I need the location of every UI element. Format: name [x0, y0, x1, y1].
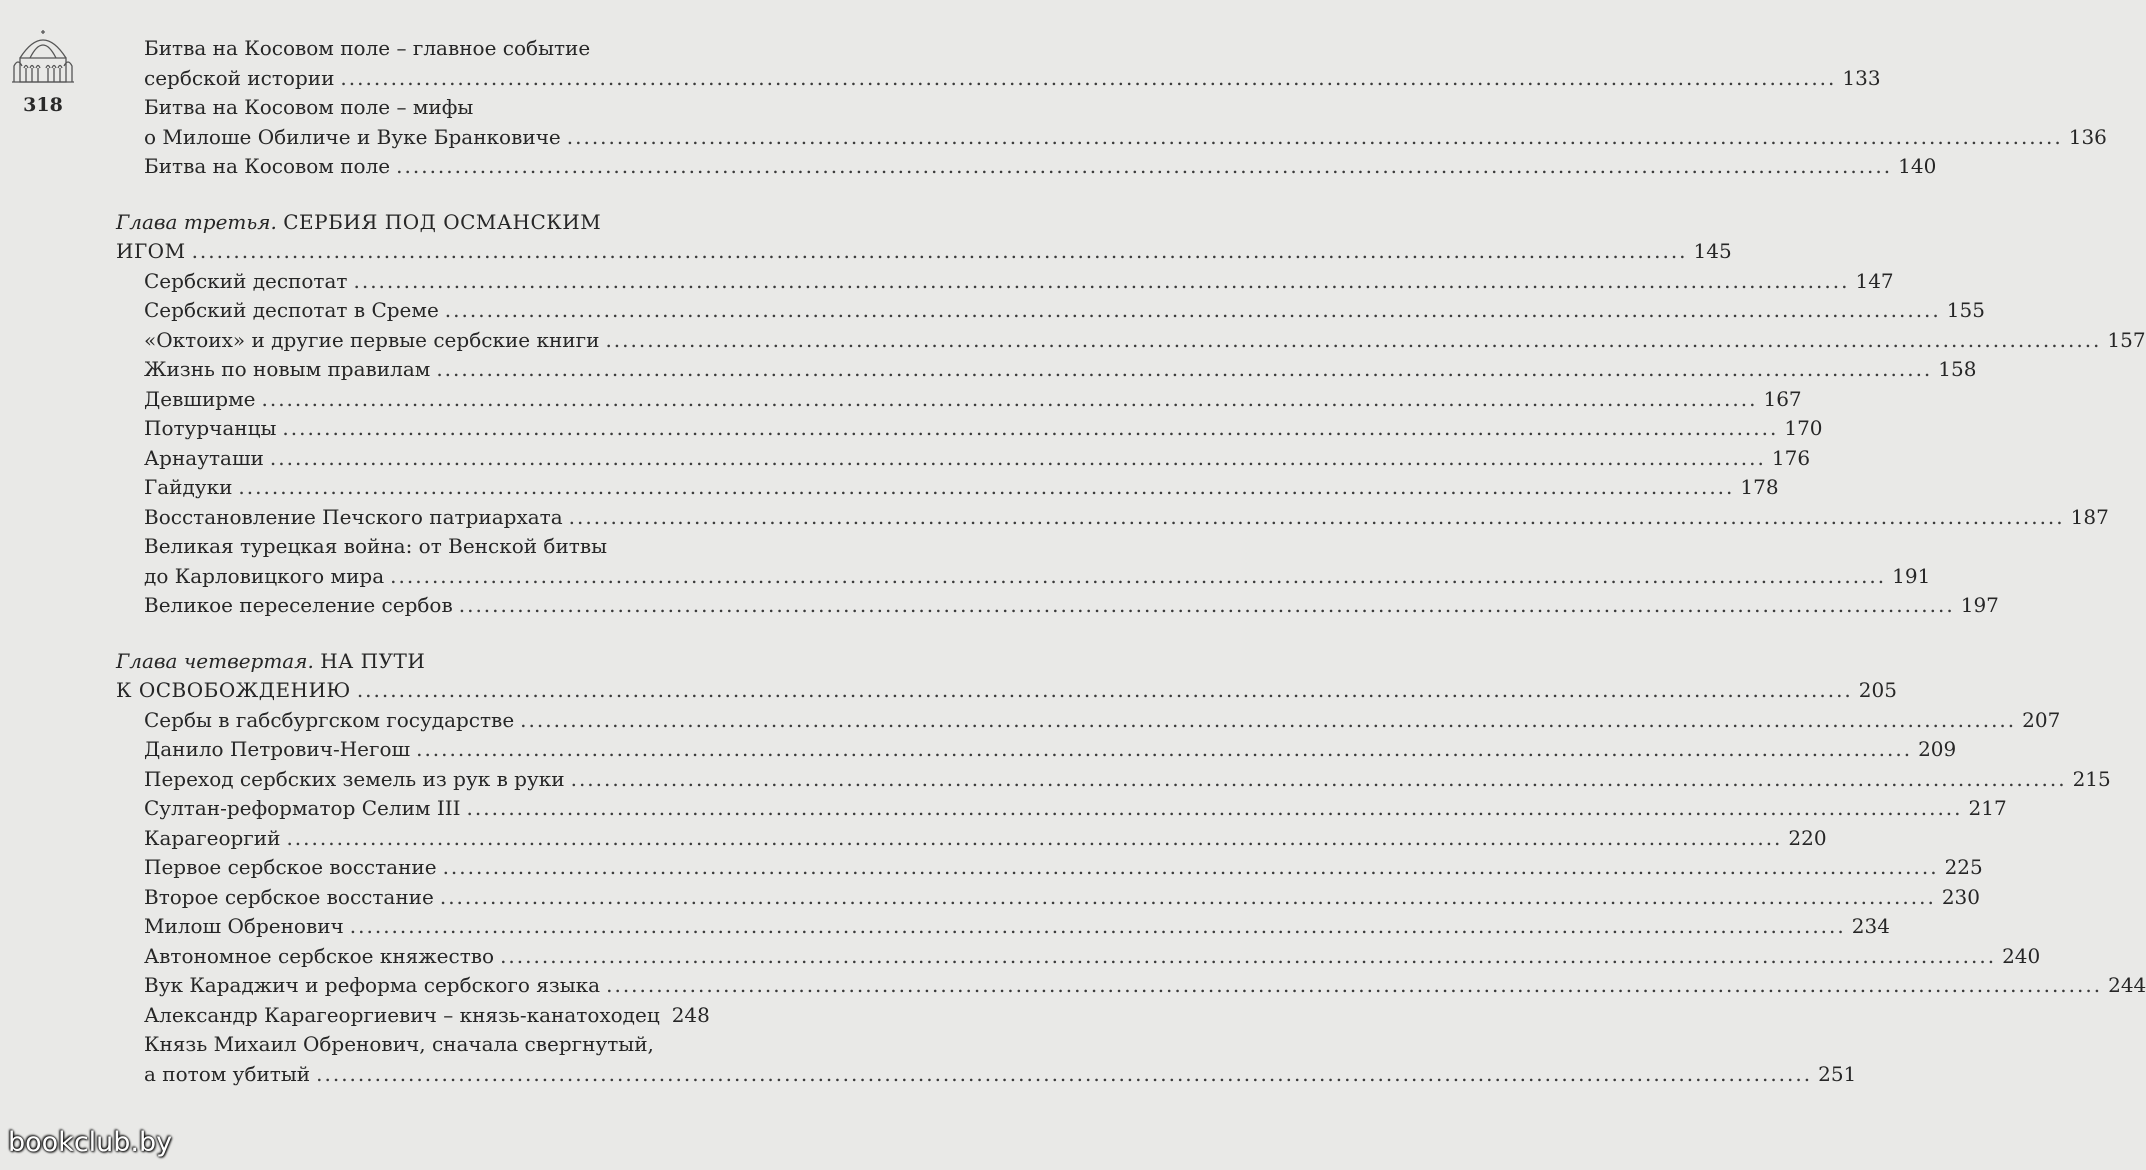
entry-page-number: 157 — [2107, 327, 2146, 352]
entry-title: Автономное сербское княжество — [144, 943, 495, 968]
chapter-title: К ОСВОБОЖДЕНИЮ — [116, 678, 351, 702]
entry-title: Битва на Косовом поле – мифы — [144, 95, 474, 119]
entry-title: Великая турецкая война: от Венской битвы — [144, 534, 608, 558]
entry-page-number: 170 — [1784, 416, 1823, 440]
toc-entry — [116, 267, 1894, 297]
entry-page-number: 215 — [2072, 766, 2111, 791]
cathedral-icon — [12, 28, 74, 84]
entry-page-number: 178 — [1740, 475, 1779, 499]
entry-page-number: 217 — [1968, 796, 2007, 820]
entry-title: Первое сербское восстание — [144, 855, 437, 879]
entry-page-number: 207 — [2022, 707, 2061, 732]
entry-page-number: 197 — [1960, 593, 1999, 617]
entry-title: Сербский деспотат в Среме — [144, 298, 439, 322]
entry-title: Жизнь по новым правилам — [144, 357, 431, 381]
leader-dots — [416, 735, 1912, 765]
toc-entry — [116, 444, 1811, 474]
leader-dots — [500, 942, 1996, 972]
toc-line — [144, 562, 1931, 592]
leader-dots — [569, 503, 2065, 533]
leader-dots — [286, 824, 1782, 854]
toc-line — [144, 1030, 688, 1060]
entry-title: Битва на Косовом поле – главное событие — [144, 36, 591, 60]
toc-entry — [116, 1030, 1857, 1089]
chapter-entry — [116, 647, 1897, 706]
toc-line — [144, 93, 688, 123]
entry-title: Арнауташи — [144, 445, 264, 470]
leader-dots — [571, 765, 2067, 795]
toc-line — [144, 503, 2109, 533]
entry-page-number: 230 — [1941, 884, 1981, 909]
toc-entry — [116, 296, 1985, 326]
leader-dots — [270, 444, 1766, 474]
entry-title: сербской истории — [144, 65, 335, 90]
toc-line — [144, 912, 1890, 942]
entry-page-number: 155 — [1946, 298, 1985, 322]
leader-dots — [238, 473, 1734, 503]
entry-title: Потурчанцы — [144, 416, 277, 440]
toc-entry — [116, 942, 2041, 972]
leader-dots — [440, 883, 1936, 913]
leader-dots — [436, 355, 1932, 385]
chapter-label: Глава третья. — [116, 209, 277, 234]
entry-page-number: 145 — [1693, 239, 1732, 263]
toc-line — [144, 152, 1937, 182]
leader-dots — [605, 326, 2101, 356]
toc-line — [144, 824, 1827, 854]
leader-dots — [396, 152, 1892, 182]
leader-dots — [340, 64, 1836, 94]
toc-entry — [116, 591, 1999, 621]
leader-dots — [445, 296, 1941, 326]
toc-line — [144, 532, 688, 562]
entry-page-number: 234 — [1851, 914, 1890, 938]
entry-page-number: 176 — [1771, 445, 1811, 470]
toc-line — [144, 735, 1957, 765]
toc-line — [144, 853, 1983, 883]
toc-line — [116, 208, 688, 238]
toc-line — [144, 123, 2107, 153]
entry-page-number: 136 — [2068, 124, 2107, 149]
toc-entry — [116, 706, 2061, 736]
toc-entry — [116, 326, 2146, 356]
entry-page-number: 225 — [1944, 855, 1983, 879]
leader-dots — [606, 971, 2102, 1001]
toc-entry — [116, 912, 1890, 942]
toc-entry — [116, 473, 1779, 503]
toc-line — [144, 706, 2061, 736]
entry-page-number: 205 — [1858, 678, 1897, 702]
entry-title: Вук Караджич и реформа сербского языка — [144, 973, 601, 997]
leader-dots — [261, 385, 1757, 415]
toc-entry — [116, 765, 2111, 795]
toc-entry — [116, 883, 1981, 913]
toc-line — [144, 355, 1977, 385]
entry-title: до Карловицкого мира — [144, 563, 385, 588]
leader-dots — [353, 267, 1849, 297]
toc-entry — [116, 532, 1931, 591]
entry-page-number: 158 — [1938, 357, 1977, 381]
leader-dots — [357, 676, 1853, 706]
entry-page-number: 147 — [1855, 268, 1894, 293]
toc-line — [144, 64, 1881, 94]
toc-entry — [116, 414, 1823, 444]
toc-line — [144, 326, 2146, 356]
toc-line — [144, 971, 2146, 1001]
toc-entry — [116, 1001, 710, 1031]
toc-line — [144, 385, 1802, 415]
entry-page-number: 187 — [2070, 504, 2109, 529]
toc-line — [144, 296, 1985, 326]
entry-title: о Милоше Обиличе и Вуке Бранковиче — [144, 124, 561, 149]
entry-title: Князь Михаил Обренович, сначала свергнутый, — [144, 1032, 654, 1056]
toc-entry — [116, 385, 1802, 415]
toc-line — [144, 444, 1811, 474]
toc-line — [144, 414, 1823, 444]
chapter-title: НА ПУТИ — [320, 648, 426, 673]
leader-dots — [282, 414, 1778, 444]
leader-dots — [459, 591, 1955, 621]
leader-dots — [443, 853, 1939, 883]
entry-title: Карагеоргий — [144, 825, 281, 850]
entry-title: Восстановление Печского патриархата — [144, 504, 563, 529]
entry-page-number: 209 — [1918, 737, 1957, 761]
chapter-entry — [116, 208, 1732, 267]
entry-page-number: 240 — [2002, 943, 2041, 968]
toc-line — [144, 794, 2007, 824]
entry-page-number: 244 — [2108, 973, 2146, 997]
entry-page-number: 191 — [1892, 563, 1931, 588]
entry-title: Второе сербское восстание — [144, 884, 434, 909]
entry-page-number: 167 — [1763, 386, 1802, 411]
toc-entry — [116, 93, 2107, 152]
toc-entry — [116, 853, 1983, 883]
toc-line — [116, 676, 1897, 706]
chapter-title: СЕРБИЯ ПОД ОСМАНСКИМ — [283, 209, 602, 234]
toc-line — [144, 473, 1779, 503]
leader-dots — [350, 912, 1846, 942]
leader-dots — [192, 237, 1688, 267]
toc-entry — [116, 355, 1977, 385]
toc-line — [144, 942, 2041, 972]
entry-page-number: 140 — [1898, 154, 1937, 178]
toc-entry — [116, 971, 2146, 1001]
toc-entry — [116, 794, 2007, 824]
entry-title: Гайдуки — [144, 475, 233, 499]
entry-title: Сербы в габсбургском государстве — [144, 707, 515, 732]
leader-dots — [390, 562, 1886, 592]
entry-title: Великое переселение сербов — [144, 593, 453, 617]
leader-dots — [316, 1060, 1812, 1090]
leader-dots — [567, 123, 2063, 153]
toc-line — [144, 765, 2111, 795]
margin-column — [10, 28, 76, 116]
entry-title: Александр Карагеоргиевич – князь-канатоходец — [144, 1002, 660, 1027]
entry-title: Милош Обренович — [144, 914, 344, 938]
leader-dots — [467, 794, 1963, 824]
entry-title: а потом убитый — [144, 1061, 311, 1086]
entry-page-number: 248 — [671, 1002, 710, 1027]
entry-title: Битва на Косовом поле — [144, 154, 391, 178]
leader-dots — [520, 706, 2016, 736]
entry-page-number: 251 — [1818, 1061, 1857, 1086]
toc-line — [144, 1060, 1857, 1090]
toc-line — [144, 591, 1999, 621]
toc-line — [144, 883, 1981, 913]
toc-entry — [116, 503, 2109, 533]
toc-entry — [116, 735, 1957, 765]
toc-entry — [116, 34, 1881, 93]
toc-line — [116, 647, 688, 677]
toc-entry — [116, 824, 1827, 854]
entry-title: Данило Петрович-Негош — [144, 737, 411, 761]
entry-page-number: 133 — [1842, 65, 1881, 90]
entry-title: Сербский деспотат — [144, 268, 348, 293]
chapter-label: Глава четвертая. — [116, 648, 314, 673]
entry-title: Султан-реформатор Селим III — [144, 796, 461, 820]
toc-line — [144, 1001, 710, 1031]
toc-line — [144, 267, 1894, 297]
entry-title: Переход сербских земель из рук в руки — [144, 766, 565, 791]
toc-line — [116, 237, 1732, 267]
entry-title: Девширме — [144, 386, 256, 411]
table-of-contents — [116, 34, 2146, 1089]
entry-title: «Октоих» и другие первые сербские книги — [144, 327, 600, 352]
toc-entry — [116, 152, 1937, 182]
entry-page-number: 220 — [1788, 825, 1827, 850]
chapter-title: ИГОМ — [116, 239, 186, 263]
toc-line — [144, 34, 688, 64]
page-number: 318 — [23, 94, 63, 116]
watermark: bookclub.by — [8, 1127, 173, 1158]
